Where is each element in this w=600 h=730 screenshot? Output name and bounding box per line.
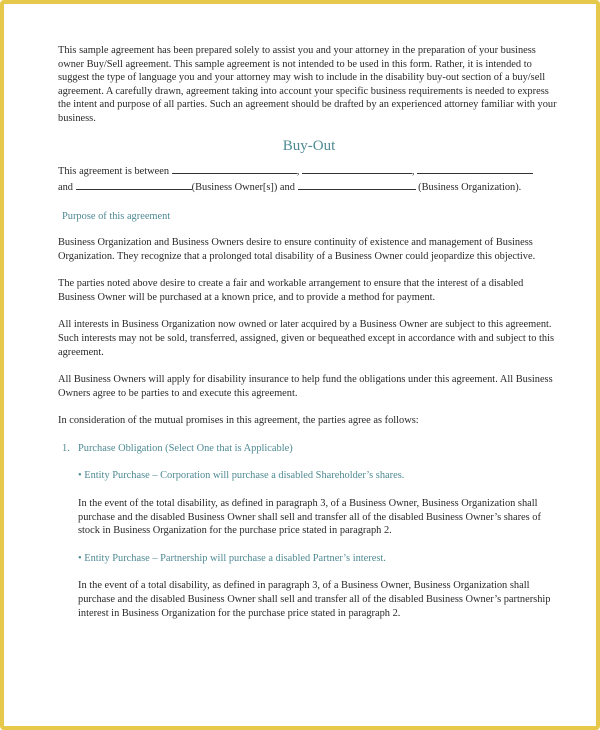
purchase-obligation-item <box>62 442 560 456</box>
parties-lead: This agreement is between <box>58 166 170 178</box>
owner-blank[interactable] <box>76 179 192 190</box>
document-page <box>58 44 560 634</box>
document-title: Buy-Out <box>282 137 336 154</box>
list-item-text: Purchase Obligation (Select One that is Applicable) <box>78 442 293 454</box>
purpose-heading: Purpose of this agreement <box>62 211 171 223</box>
organization-label: (Business Organization). <box>418 181 522 193</box>
option-corporation-heading: • Entity Purchase – Corporation will purchase a disabled Shareholder’s shares. <box>78 470 405 482</box>
list-number: 1. <box>62 442 70 454</box>
body-paragraph: Business Organization and Business Owners desire to ensure continuity of existence and management of Business Organization. They recognize that a prolonged total disability of a Business Owner could jeopardize this objective. <box>58 236 536 262</box>
bottom-fade <box>4 704 596 726</box>
parties-and: and <box>58 181 74 193</box>
consideration-paragraph: In consideration of the mutual promises in this agreement, the parties agree as follows: <box>58 415 419 427</box>
option-partnership-heading: • Entity Purchase – Partnership will purchase a disabled Partner’s interest. <box>78 552 386 564</box>
option-partnership-text: In the event of a total disability, as defined in paragraph 3, of a Business Owner, Business Organization shall purchase and the disabled Business Owner shall sell and transfer all of the disabled Business Owner’s partnership interest in Business Organization for the purchase price stated in paragraph 2. <box>78 580 551 619</box>
body-paragraph: The parties noted above desire to create a fair and workable arrangement to ensure that the interest of a disabled Business Owner will be purchased at a known price, and to provide a method for payment. <box>58 278 524 303</box>
party-blank-3[interactable] <box>417 163 533 174</box>
owner-label: (Business Owner[s]) and <box>191 181 295 193</box>
option-corporation-text: In the event of the total disability, as defined in paragraph 3, of a Business Owner, Business Organization shall purchase and the disabled Business Owner shall sell and transfer all of the disabled Business Owner’s shares of stock in Business Organization for the purchase price stated in paragraph 2. <box>78 498 541 537</box>
party-blank-2[interactable] <box>302 163 412 174</box>
intro-paragraph: This sample agreement has been prepared solely to assist you and your attorney in the preparation of your business owner Buy/Sell agreement. This sample agreement is not intended to be used in this form. Rather, it is intended to suggest the type of language you and your attorney may wish to include in the disability buy-out section of a buy/sell agreement. A carefully drawn, agreement taking into account your specific business requirements is needed to express the intent and purpose of all parties. Such an agreement should be drafted by an experienced attorney familiar with your business. <box>58 45 557 124</box>
body-paragraph: All interests in Business Organization now owned or later acquired by a Business Owner are subject to this agreement. Such interests may not be sold, transferred, assigned, given or bequeathed except in accordance with and subject to this agreement. <box>58 319 555 358</box>
organization-blank[interactable] <box>298 179 416 190</box>
parties-comma-1: , <box>296 166 300 178</box>
body-paragraph: All Business Owners will apply for disability insurance to help fund the obligations under this agreement. All Business Owners agree to be parties to and execute this agreement. <box>58 374 553 399</box>
parties-line-2 <box>58 179 560 195</box>
parties-line-1 <box>58 163 560 179</box>
party-blank-1[interactable] <box>172 163 297 174</box>
parties-comma-2: , <box>411 166 415 178</box>
